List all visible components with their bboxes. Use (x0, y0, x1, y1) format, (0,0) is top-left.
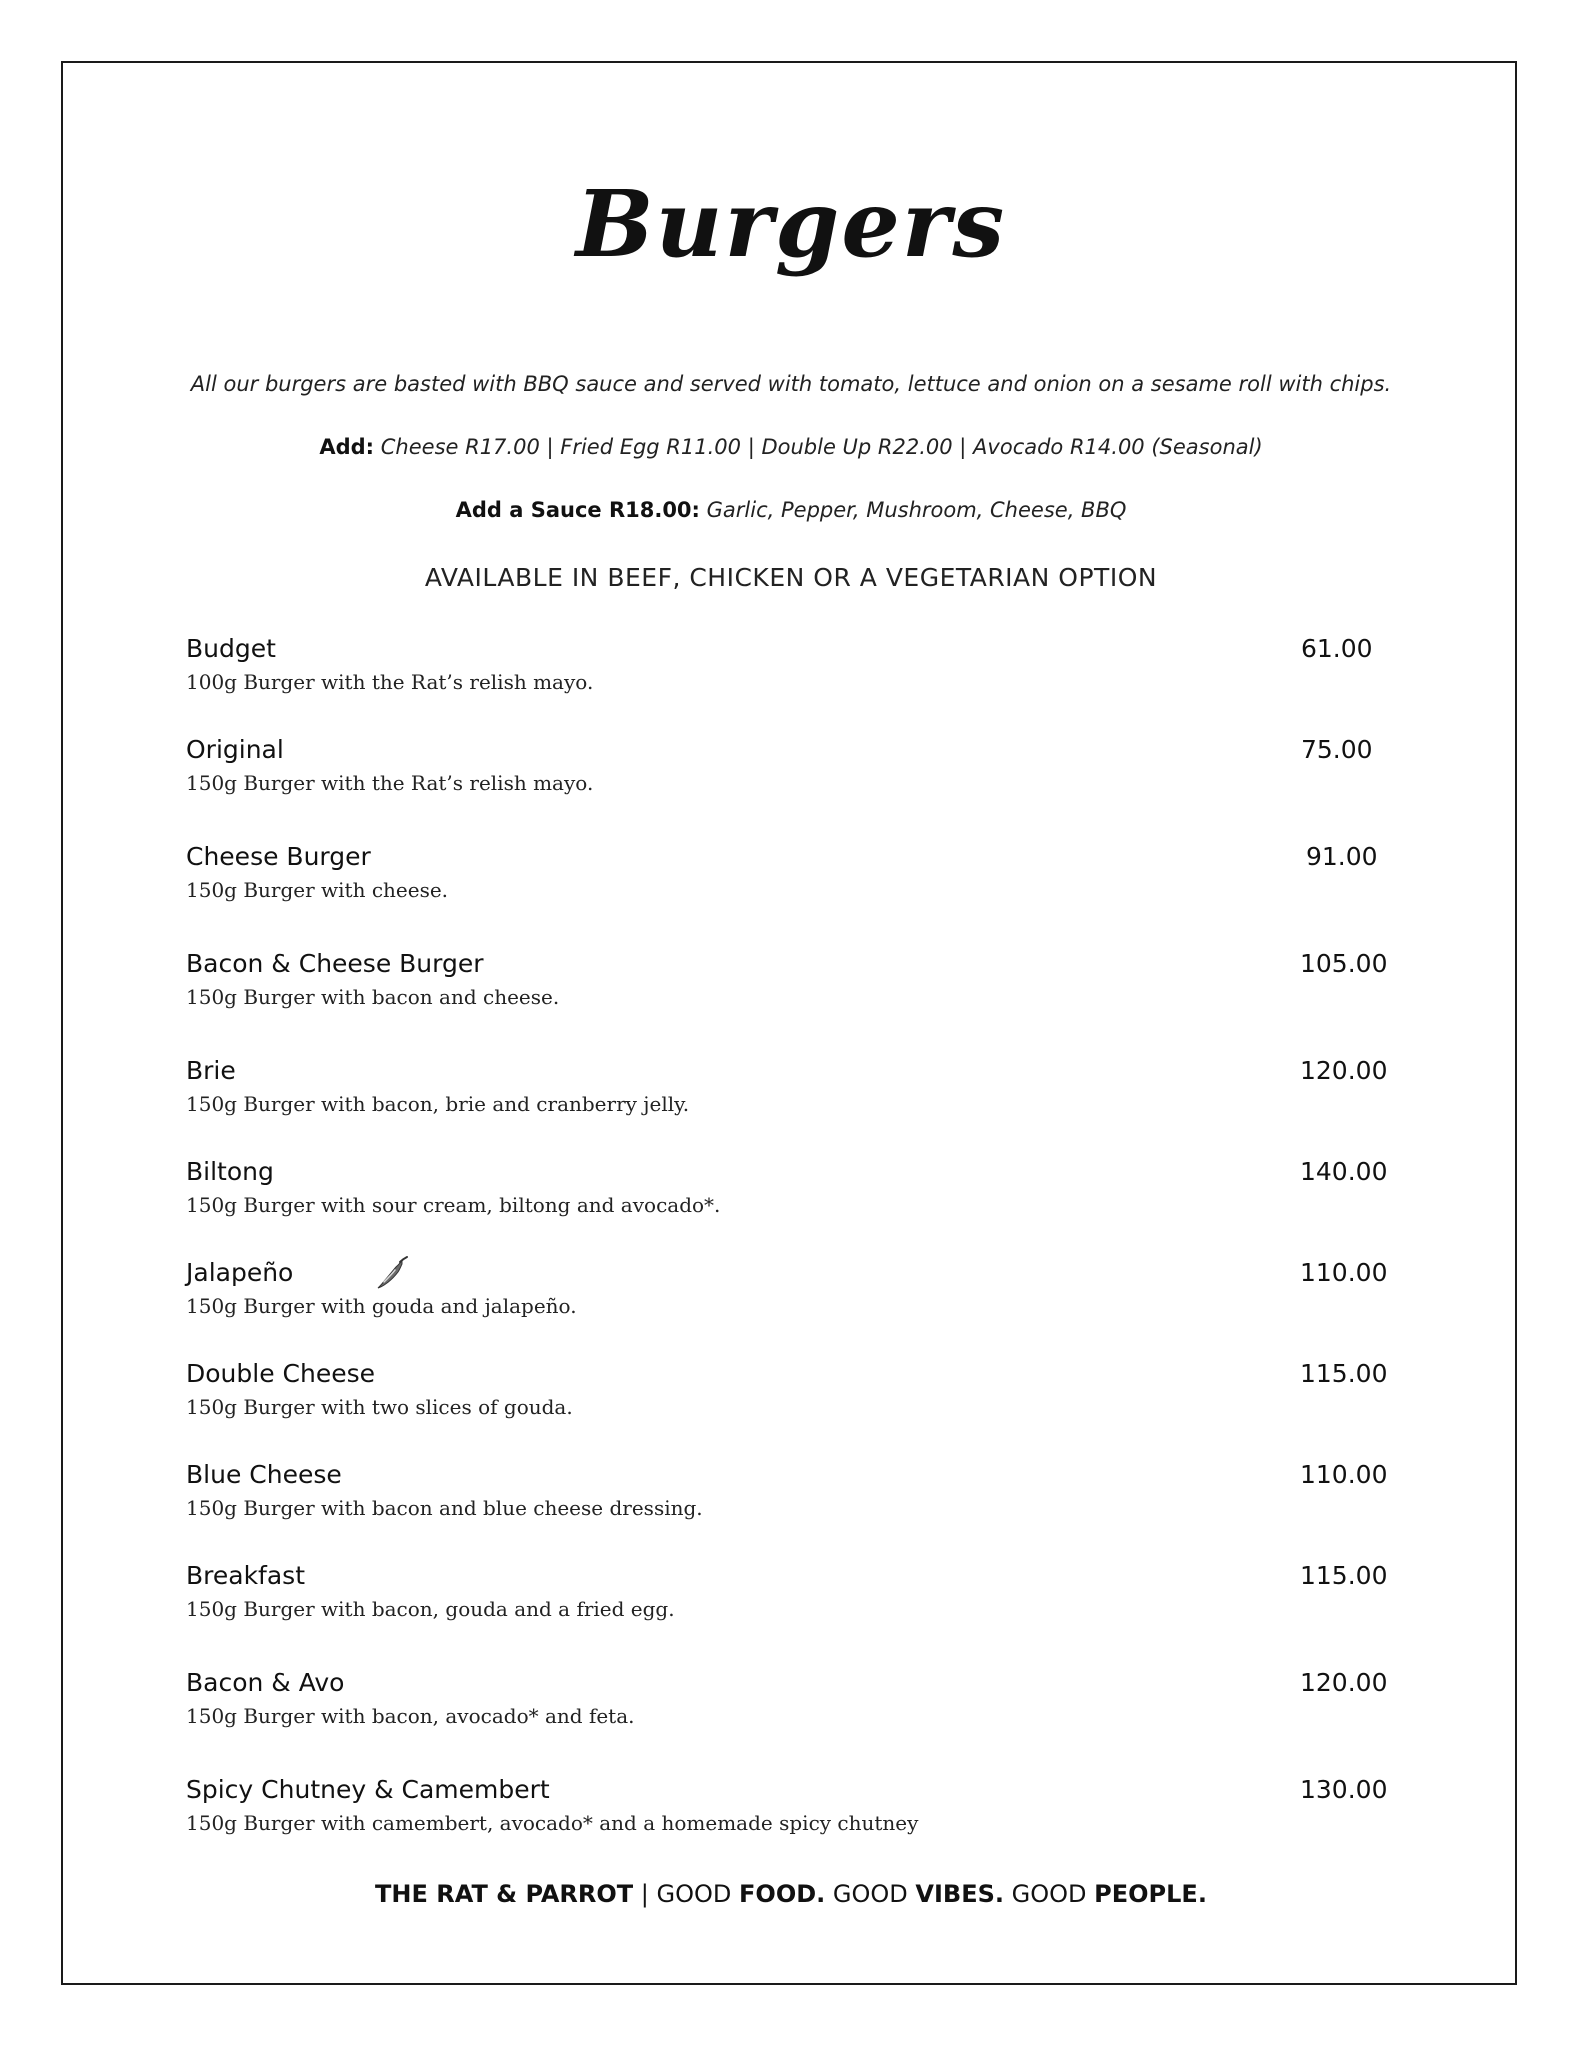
chili-pepper-icon (372, 1254, 412, 1294)
item-description: 150g Burger with sour cream, biltong and avocado*. (186, 1193, 721, 1217)
sauce-line (0, 498, 1582, 522)
item-price: 115.00 (1300, 1359, 1388, 1388)
item-name: Bacon & Avo (186, 1668, 345, 1697)
item-price: 120.00 (1300, 1668, 1388, 1697)
item-price: 61.00 (1301, 634, 1373, 663)
footer-people: PEOPLE. (1094, 1880, 1207, 1908)
footer-good-2: GOOD (832, 1880, 908, 1908)
item-price: 110.00 (1300, 1258, 1388, 1287)
intro-text: All our burgers are basted with BBQ sauce and served with tomato, lettuce and onion on a sesame roll with chips. (190, 372, 1392, 396)
footer-tagline (0, 1880, 1582, 1908)
footer-food: FOOD. (739, 1880, 826, 1908)
item-name: Breakfast (186, 1561, 306, 1590)
item-description: 150g Burger with two slices of gouda. (186, 1395, 573, 1419)
footer-good-1: GOOD (656, 1880, 732, 1908)
addons-line (0, 435, 1582, 459)
item-price: 140.00 (1300, 1157, 1388, 1186)
item-price: 110.00 (1300, 1460, 1388, 1489)
footer-separator: | (640, 1880, 649, 1908)
addons-text: Cheese R17.00 | Fried Egg R11.00 | Double Up R22.00 | Avocado R14.00 (Seasonal) (380, 435, 1263, 459)
item-name: Spicy Chutney & Camembert (186, 1775, 550, 1804)
sauce-label: Add a Sauce R18.00: (455, 498, 700, 522)
item-description: 100g Burger with the Rat’s relish mayo. (186, 670, 594, 694)
item-price: 105.00 (1300, 949, 1388, 978)
page-title: Burgers (575, 170, 1007, 278)
availability-note: AVAILABLE IN BEEF, CHICKEN OR A VEGETARIAN OPTION (424, 563, 1158, 592)
item-description: 150g Burger with cheese. (186, 878, 449, 902)
item-name: Original (186, 735, 284, 764)
item-price: 75.00 (1301, 735, 1373, 764)
item-price: 120.00 (1300, 1056, 1388, 1085)
item-name: Budget (186, 634, 276, 663)
footer-vibes: VIBES. (915, 1880, 1005, 1908)
item-price: 91.00 (1306, 842, 1378, 871)
sauce-text: Garlic, Pepper, Mushroom, Cheese, BBQ (706, 498, 1127, 522)
item-name: Cheese Burger (186, 842, 371, 871)
item-price: 130.00 (1300, 1775, 1388, 1804)
footer-brand: THE RAT & PARROT (375, 1880, 634, 1908)
item-description: 150g Burger with bacon, brie and cranberry jelly. (186, 1092, 690, 1116)
item-name: Bacon & Cheese Burger (186, 949, 484, 978)
item-name: Double Cheese (186, 1359, 376, 1388)
item-name: Blue Cheese (186, 1460, 342, 1489)
item-description: 150g Burger with bacon and cheese. (186, 985, 560, 1009)
item-description: 150g Burger with the Rat’s relish mayo. (186, 771, 594, 795)
item-description: 150g Burger with gouda and jalapeño. (186, 1294, 577, 1318)
item-name: Brie (186, 1056, 236, 1085)
item-description: 150g Burger with bacon, gouda and a fried egg. (186, 1597, 675, 1621)
item-name: Jalapeño (186, 1258, 294, 1287)
addons-label: Add: (319, 435, 375, 459)
item-price: 115.00 (1300, 1561, 1388, 1590)
item-description: 150g Burger with camembert, avocado* and a homemade spicy chutney (186, 1811, 919, 1835)
item-name: Biltong (186, 1157, 274, 1186)
item-description: 150g Burger with bacon, avocado* and feta. (186, 1704, 635, 1728)
item-description: 150g Burger with bacon and blue cheese dressing. (186, 1496, 703, 1520)
footer-good-3: GOOD (1011, 1880, 1087, 1908)
